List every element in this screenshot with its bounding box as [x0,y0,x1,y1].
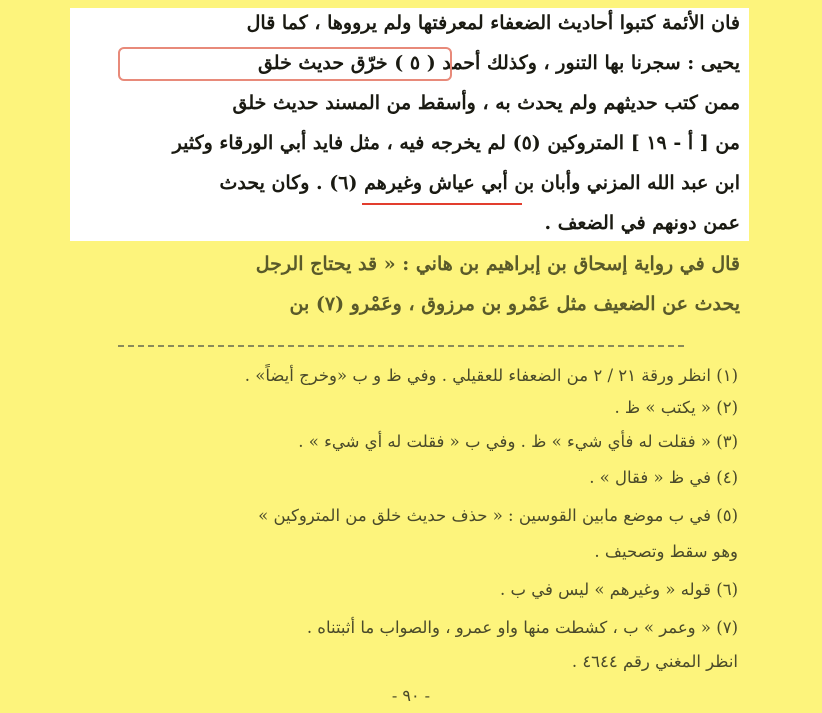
footnote-5: (٥) في ب موضع مابين القوسين : « حذف حديث خلق من المتروكين » [258,506,738,525]
main-text-line-2: يحيى : سجرنا بها التنور ، وكذلك أحمد ( ٥ ) خرّق حديث خلق [257,52,740,74]
footnote-3: (٣) « فقلت له فأي شيء » ظ . وفي ب « فقلت له أي شيء » . [298,432,738,451]
footnote-1: (١) انظر ورقة ٢١ / ٢ من الضعفاء للعقيلي . وفي ظ و ب «وخرج أيضاً» . [244,366,738,385]
continuation-line-2: يحدث عن الضعيف مثل عَمْرو بن مرزوق ، وعَمْرو (٧) بن [289,293,740,315]
footnote-divider [118,345,684,347]
annotation-underline [362,203,522,205]
main-text-line-5: ابن عبد الله المزني وأبان بن أبي عياش وغيرهم (٦) . وكان يحدث [219,172,740,194]
footnote-7: (٧) « وعمر » ب ، كشطت منها واو عمرو ، والصواب ما أثبتناه . [306,618,738,637]
footnote-6: (٦) قوله « وغيرهم » ليس في ب . [499,580,738,599]
continuation-line-1: قال في رواية إسحاق بن إبراهيم بن هاني : « قد يحتاج الرجل [255,253,740,275]
footnote-4: (٤) في ظ « فقال » . [589,468,738,487]
highlighted-text-region [70,8,749,241]
main-text-line-3: ممن كتب حديثهم ولم يحدث به ، وأسقط من المسند حديث خلق [232,92,740,114]
footnote-2: (٢) « يكتب » ظ . [614,398,738,417]
main-text-line-1: فان الأئمة كتبوا أحاديث الضعفاء لمعرفتها ولم يرووها ، كما قال [246,12,740,34]
main-text-line-6: عمن دونهم في الضعف . [544,212,740,234]
footnote-7-continued: انظر المغني رقم ٤٦٤٤ . [571,652,738,671]
page-number: - ٩٠ - [391,686,431,705]
main-text-line-4: من [ أ - ١٩ ] المتروكين (٥) لم يخرجه فيه ، مثل فايد أبي الورقاء وكثير [172,132,740,154]
annotation-box [118,47,452,81]
footnote-5-continued: وهو سقط وتصحيف . [594,542,738,561]
